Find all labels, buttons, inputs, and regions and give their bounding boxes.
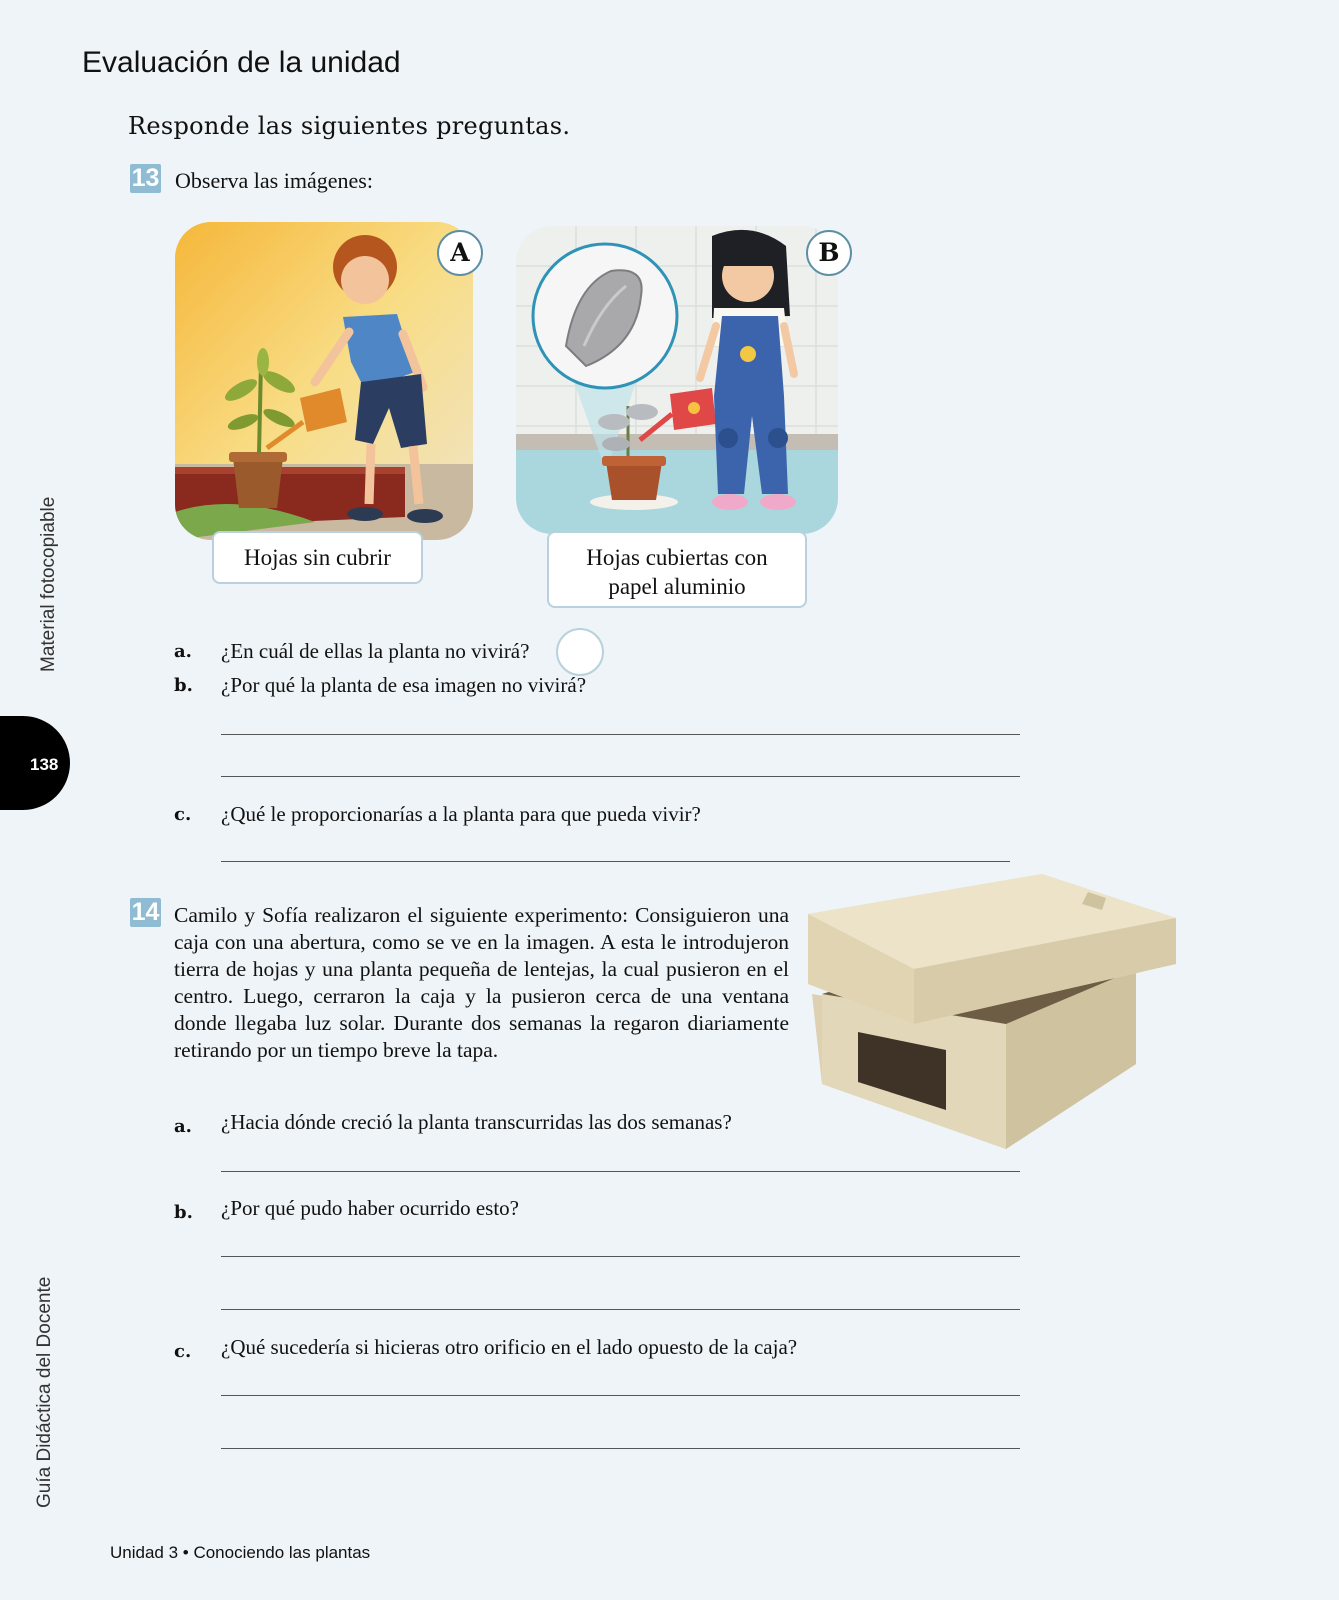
- question-number-13: 13: [131, 164, 160, 192]
- q13-a-letter: a.: [174, 641, 192, 662]
- instruction-text: Responde las siguientes preguntas.: [128, 112, 571, 140]
- question-14-paragraph: Camilo y Sofía realizaron el siguiente experimento: Consiguieron una caja con una abertura, como se ve en la imagen. A esta le introdujeron tierra de hojas y una planta pequeña de lentejas, la cual pusieron en el centro. Luego, cerraron la caja y la pusieron cerca de una ventana donde llegaba luz solar. Durante dos semanas la regaron diariamente retirando por un tiempo breve la tapa.: [174, 903, 789, 1062]
- caption-b-line2: papel aluminio: [608, 574, 746, 599]
- q13-b-letter: b.: [174, 675, 193, 696]
- q14-b-answer-line-2[interactable]: [221, 1309, 1020, 1310]
- sidebar-label-guide: Guía Didáctica del Docente: [34, 1276, 55, 1508]
- q14-b-letter: b.: [174, 1202, 193, 1223]
- illustration-b-girl-watering-covered-plant: [516, 226, 838, 534]
- q14-c-answer-line-1[interactable]: [221, 1395, 1020, 1396]
- q13-b-answer-line-2[interactable]: [221, 776, 1020, 777]
- q13-b-text: ¿Por qué la planta de esa imagen no vivirá?: [221, 673, 587, 697]
- q13-a-answer-circle[interactable]: [556, 628, 604, 676]
- q14-c-text: ¿Qué sucedería si hicieras otro orificio en el lado opuesto de la caja?: [221, 1335, 798, 1359]
- q14-b-answer-line-1[interactable]: [221, 1256, 1020, 1257]
- caption-b: [547, 531, 807, 608]
- q13-c-text: ¿Qué le proporcionarías a la planta para que pueda vivir?: [221, 802, 701, 826]
- q14-a-text: ¿Hacia dónde creció la planta transcurridas las dos semanas?: [221, 1110, 732, 1134]
- q13-c-letter: c.: [174, 804, 192, 825]
- shoebox-image: [806, 874, 1178, 1152]
- caption-a: Hojas sin cubrir: [212, 531, 423, 584]
- page-title: Evaluación de la unidad: [82, 46, 401, 79]
- q13-c-answer-line[interactable]: [221, 861, 1010, 862]
- badge-a: A: [437, 230, 483, 276]
- q13-a-text: ¿En cuál de ellas la planta no vivirá?: [221, 639, 530, 663]
- page-number: 138: [30, 755, 59, 774]
- illustration-a-boy-watering-plant: [175, 222, 473, 540]
- caption-b-line1: Hojas cubiertas con: [586, 545, 768, 570]
- footer-unit-label: Unidad 3 • Conociendo las plantas: [110, 1543, 371, 1562]
- q14-c-answer-line-2[interactable]: [221, 1448, 1020, 1449]
- sidebar-label-photocopiable: Material fotocopiable: [38, 496, 59, 672]
- q14-c-letter: c.: [174, 1341, 192, 1362]
- q14-a-answer-line[interactable]: [221, 1171, 1020, 1172]
- q13-b-answer-line-1[interactable]: [221, 734, 1020, 735]
- question-13-prompt: Observa las imágenes:: [175, 168, 373, 193]
- q14-a-letter: a.: [174, 1116, 192, 1137]
- badge-b: B: [806, 230, 852, 276]
- question-number-14: 14: [131, 898, 160, 926]
- q14-b-text: ¿Por qué pudo haber ocurrido esto?: [221, 1196, 519, 1220]
